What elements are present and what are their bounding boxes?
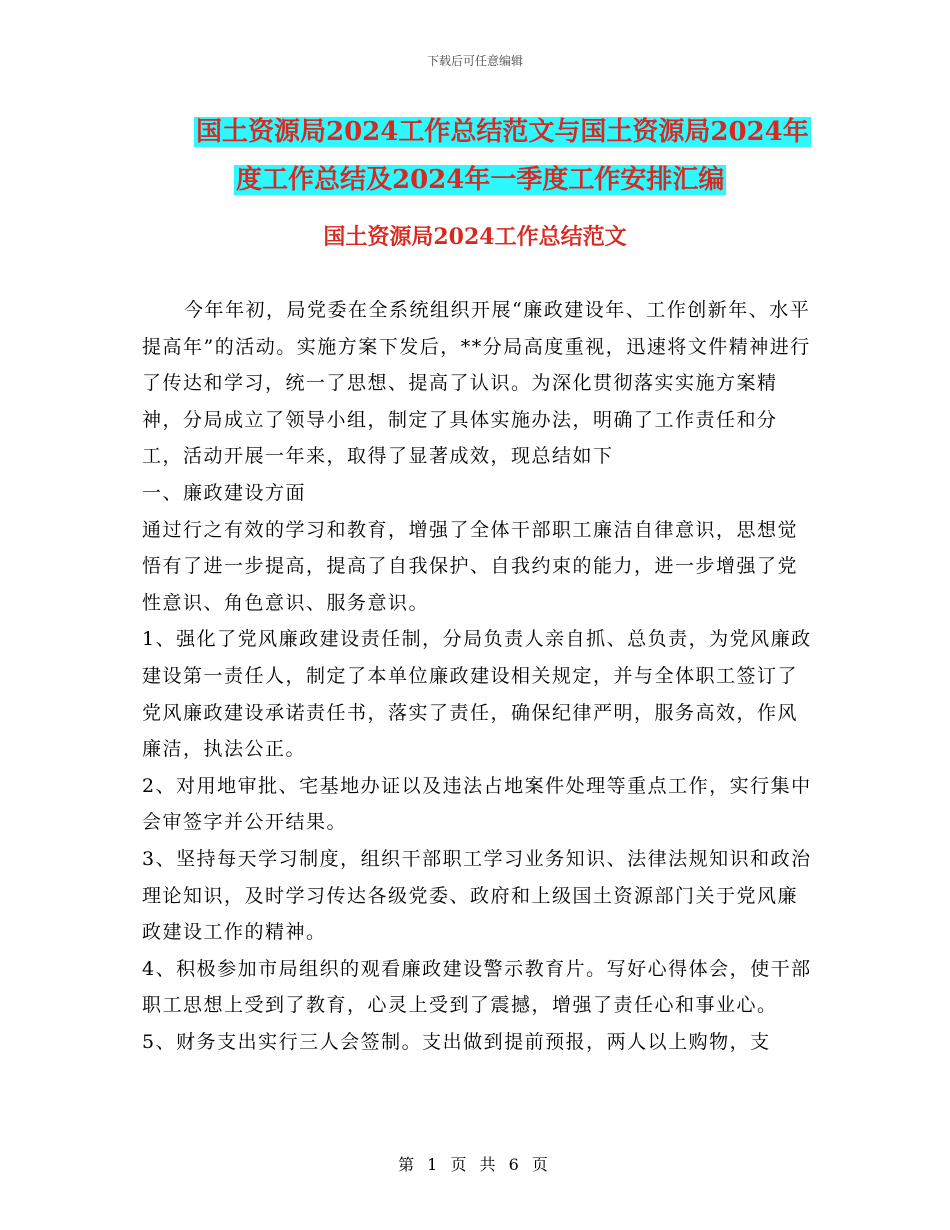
- list-item-5: 5、财务支出实行三人会签制。支出做到提前预报，两人以上购物，支: [142, 1030, 771, 1053]
- document-title: [150, 108, 840, 204]
- section-title: 国土资源局2024工作总结范文: [323, 224, 627, 250]
- heading-anticorruption: 一、廉政建设方面: [142, 481, 307, 504]
- document-body: [142, 292, 812, 1060]
- header-note: 下载后可任意编辑: [426, 54, 523, 68]
- page-footer: 第 1 页 共 6 页: [398, 1155, 552, 1174]
- paragraph: 通过行之有效的学习和教育，增强了全体干部职工廉洁自律意识，思想觉悟有了进一步提高，提高了自我保护、自我约束的能力，进一步增强了党性意识、角色意识、服务意识。: [142, 518, 799, 614]
- paragraph-intro: 今年年初，局党委在全系统组织开展“廉政建设年、工作创新年、水平提高年”的活动。实施方案下发后，**分局高度重视，迅速将文件精神进行了传达和学习，统一了思想、提高了认识。为深化贯彻落实实施方案精神，分局成立了领导小组，制定了具体实施办法，明确了工作责任和分工，活动开展一年来，取得了显著成效，现总结如下: [142, 299, 811, 468]
- title-line-2: 度工作总结及2024年一季度工作安排汇编: [236, 165, 725, 195]
- list-item-1: 1、强化了党风廉政建设责任制，分局负责人亲自抓、总负责，为党风廉政建设第一责任人，制定了本单位廉政建设相关规定，并与全体职工签订了党风廉政建设承诺责任书，落实了责任，确保纪律严明，服务高效，作风廉洁，执法公正。: [142, 628, 812, 761]
- list-item-4: 4、积极参加市局组织的观看廉政建设警示教育片。写好心得体会，使干部职工思想上受到了教育，心灵上受到了震撼，增强了责任心和事业心。: [142, 957, 812, 1017]
- list-item-2: 2、对用地审批、宅基地办证以及违法占地案件处理等重点工作，实行集中会审签字并公开结果。: [142, 774, 812, 834]
- title-line-1: 国土资源局2024工作总结范文与国土资源局2024年: [196, 117, 809, 147]
- list-item-3: 3、坚持每天学习制度，组织干部职工学习业务知识、法律法规知识和政治理论知识，及时学习传达各级党委、政府和上级国土资源部门关于党风廉政建设工作的精神。: [142, 847, 812, 944]
